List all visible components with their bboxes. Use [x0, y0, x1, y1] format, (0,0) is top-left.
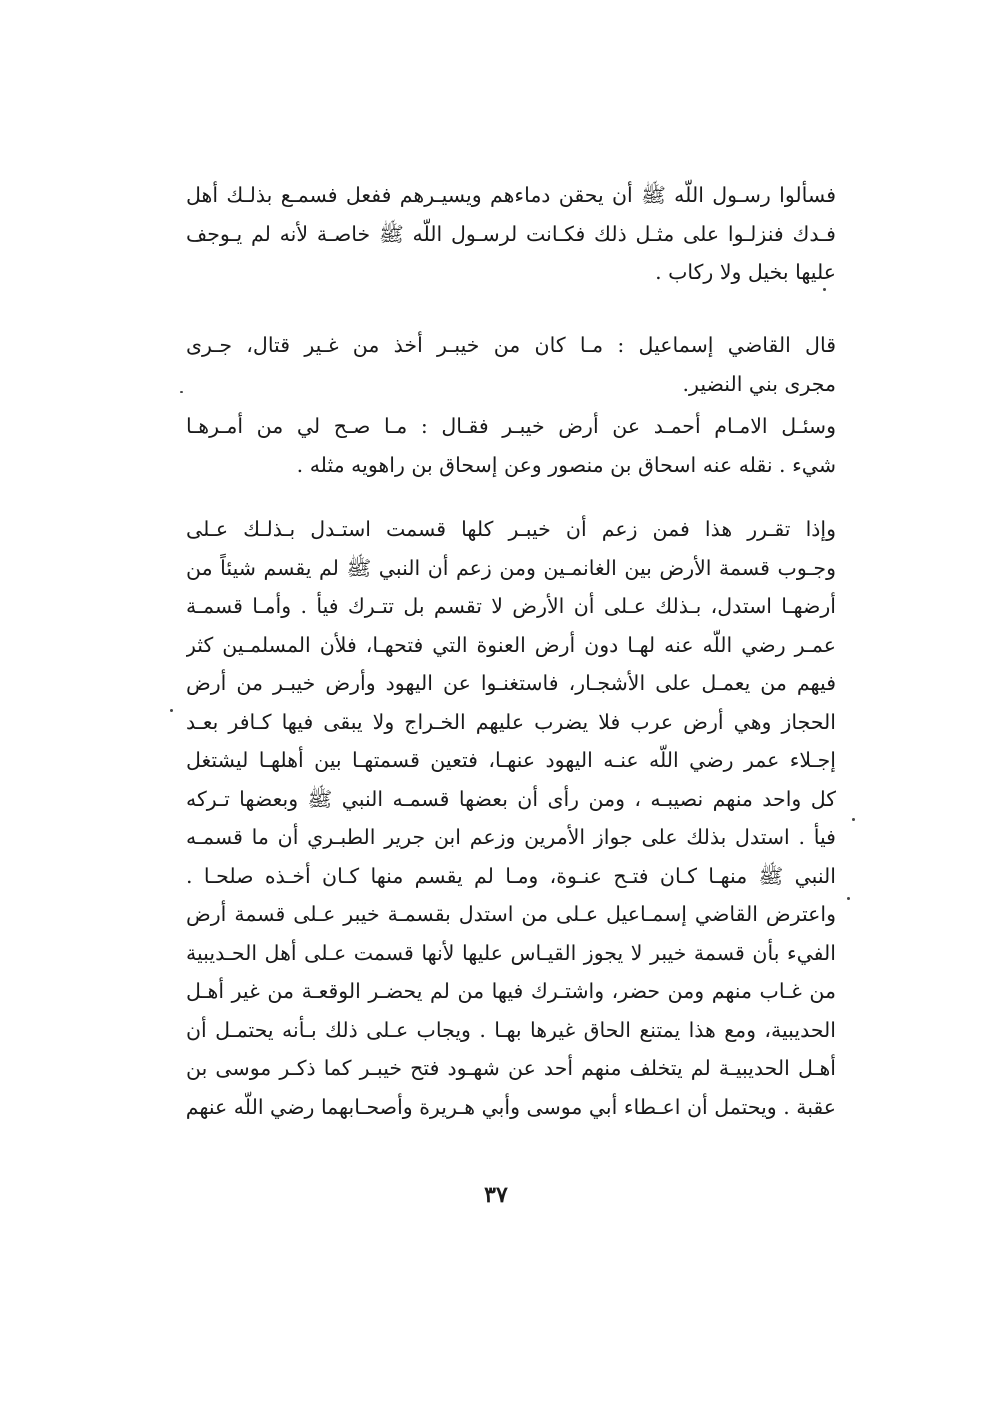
text-line: أهـل الحديبيـة لم يتخلف منهم أحد عن شهـود فتح خيبـر كما ذكـر موسى بن	[186, 1056, 836, 1080]
paragraph-3	[186, 407, 836, 484]
text-line: الحديبية، ومع هذا يمتنع الحاق غيرها بهـا . ويجاب عـلى ذلك بـأنه يحتمـل أن	[186, 1017, 836, 1042]
text-line: أرضهـا استدل، بـذلك عـلى أن الأرض لا تقسم بل تتـرك فيأ . وأمـا قسمـة	[186, 594, 836, 618]
text-line: فسألوا رسـول اللّه ﷺ أن يحقن دماءهم ويسيـرهم ففعل فسمـع بذلـك أهل	[186, 183, 836, 207]
text-line: وجـوب قسمة الأرض بين الغانمـين ومن زعم أن النبي ﷺ لم يقسم شيئاً من	[186, 555, 836, 580]
text-line: الحجاز وهي أرض عرب فلا يضرب عليهم الخـراج ولا يبقى فيها كـافر بعـد	[186, 709, 836, 734]
text-line: فيهم من يعمـل على الأشجـار، فاستغنـوا عن اليهود وأرض خيبـر من أرض	[186, 671, 836, 695]
text-line: شيء . نقله عنه اسحاق بن منصور وعن إسحاق بن راهويه مثله .	[296, 452, 836, 477]
text-line: وسئـل الامـام أحمـد عن أرض خيبـر فقـال : مـا صـح لي من أمـرهـا	[186, 414, 836, 438]
text-line: كل واحد منهم نصيبـه ، ومن رأى أن بعضها قسمـه النبي ﷺ وبعضها تـركه	[186, 786, 836, 811]
text-line: واعترض القاضي إسمـاعيل عـلى من استدل بقسمـة خيبر عـلى قسمة أرض	[186, 902, 836, 926]
scan-speck	[852, 818, 855, 821]
scan-speck	[823, 288, 826, 291]
paragraph-4	[186, 510, 836, 1126]
text-line: عليها بخيل ولا ركاب .	[655, 260, 836, 284]
text-line: الفيء بأن قسمة خيبر لا يجوز القيـاس عليها لأنها قسمت عـلى أهل الحـديبية	[186, 940, 836, 965]
scan-speck	[170, 709, 173, 712]
text-line: النبي ﷺ منهـا كـان فتـح عنـوة، ومـا لم يقسم منها كـان أخـذه صلحـا .	[186, 863, 836, 888]
text-line: قال القاضي إسماعيل : مـا كان من خيبـر أخذ من غـير قتال، جـرى	[186, 333, 836, 357]
text-line: وإذا تقـرر هذا فمن زعم أن خيبـر كلها قسمت استـدل بـذلـك عـلى	[186, 517, 836, 541]
scan-speck	[847, 897, 850, 900]
text-line: مجرى بني النضير.	[682, 371, 836, 396]
page-number: ٣٧	[484, 1182, 508, 1208]
paragraph-1	[186, 176, 836, 292]
text-line: إجـلاء عمر رضي اللّه عنـه اليهود عنهـا، فتعين قسمتهـا بين أهلهـا ليشتغل	[186, 748, 836, 772]
text-line: عقبة . ويحتمل أن اعـطاء أبي موسى وأبي هـريرة وأصحـابهما رضي اللّه عنهم	[186, 1094, 836, 1119]
text-line: من غـاب منهم ومن حضر، واشتـرك فيها من لم يحضـر الوقعـة من غير أهـل	[186, 979, 836, 1003]
paragraph-2	[186, 326, 836, 403]
text-line: فيأ . استدل بذلك على جواز الأمرين وزعم ابن جرير الطبـري أن ما قسمـه	[186, 825, 836, 849]
text-line: فـدك فنزلـوا على مثـل ذلك فكـانت لرسـول اللّه ﷺ خاصـة لأنه لم يـوجف	[186, 221, 836, 246]
text-line: عمـر رضي اللّه عنه لهـا دون أرض العنوة التي فتحهـا، فلأن المسلمـين كثر	[186, 632, 836, 657]
scan-speck	[180, 391, 183, 393]
